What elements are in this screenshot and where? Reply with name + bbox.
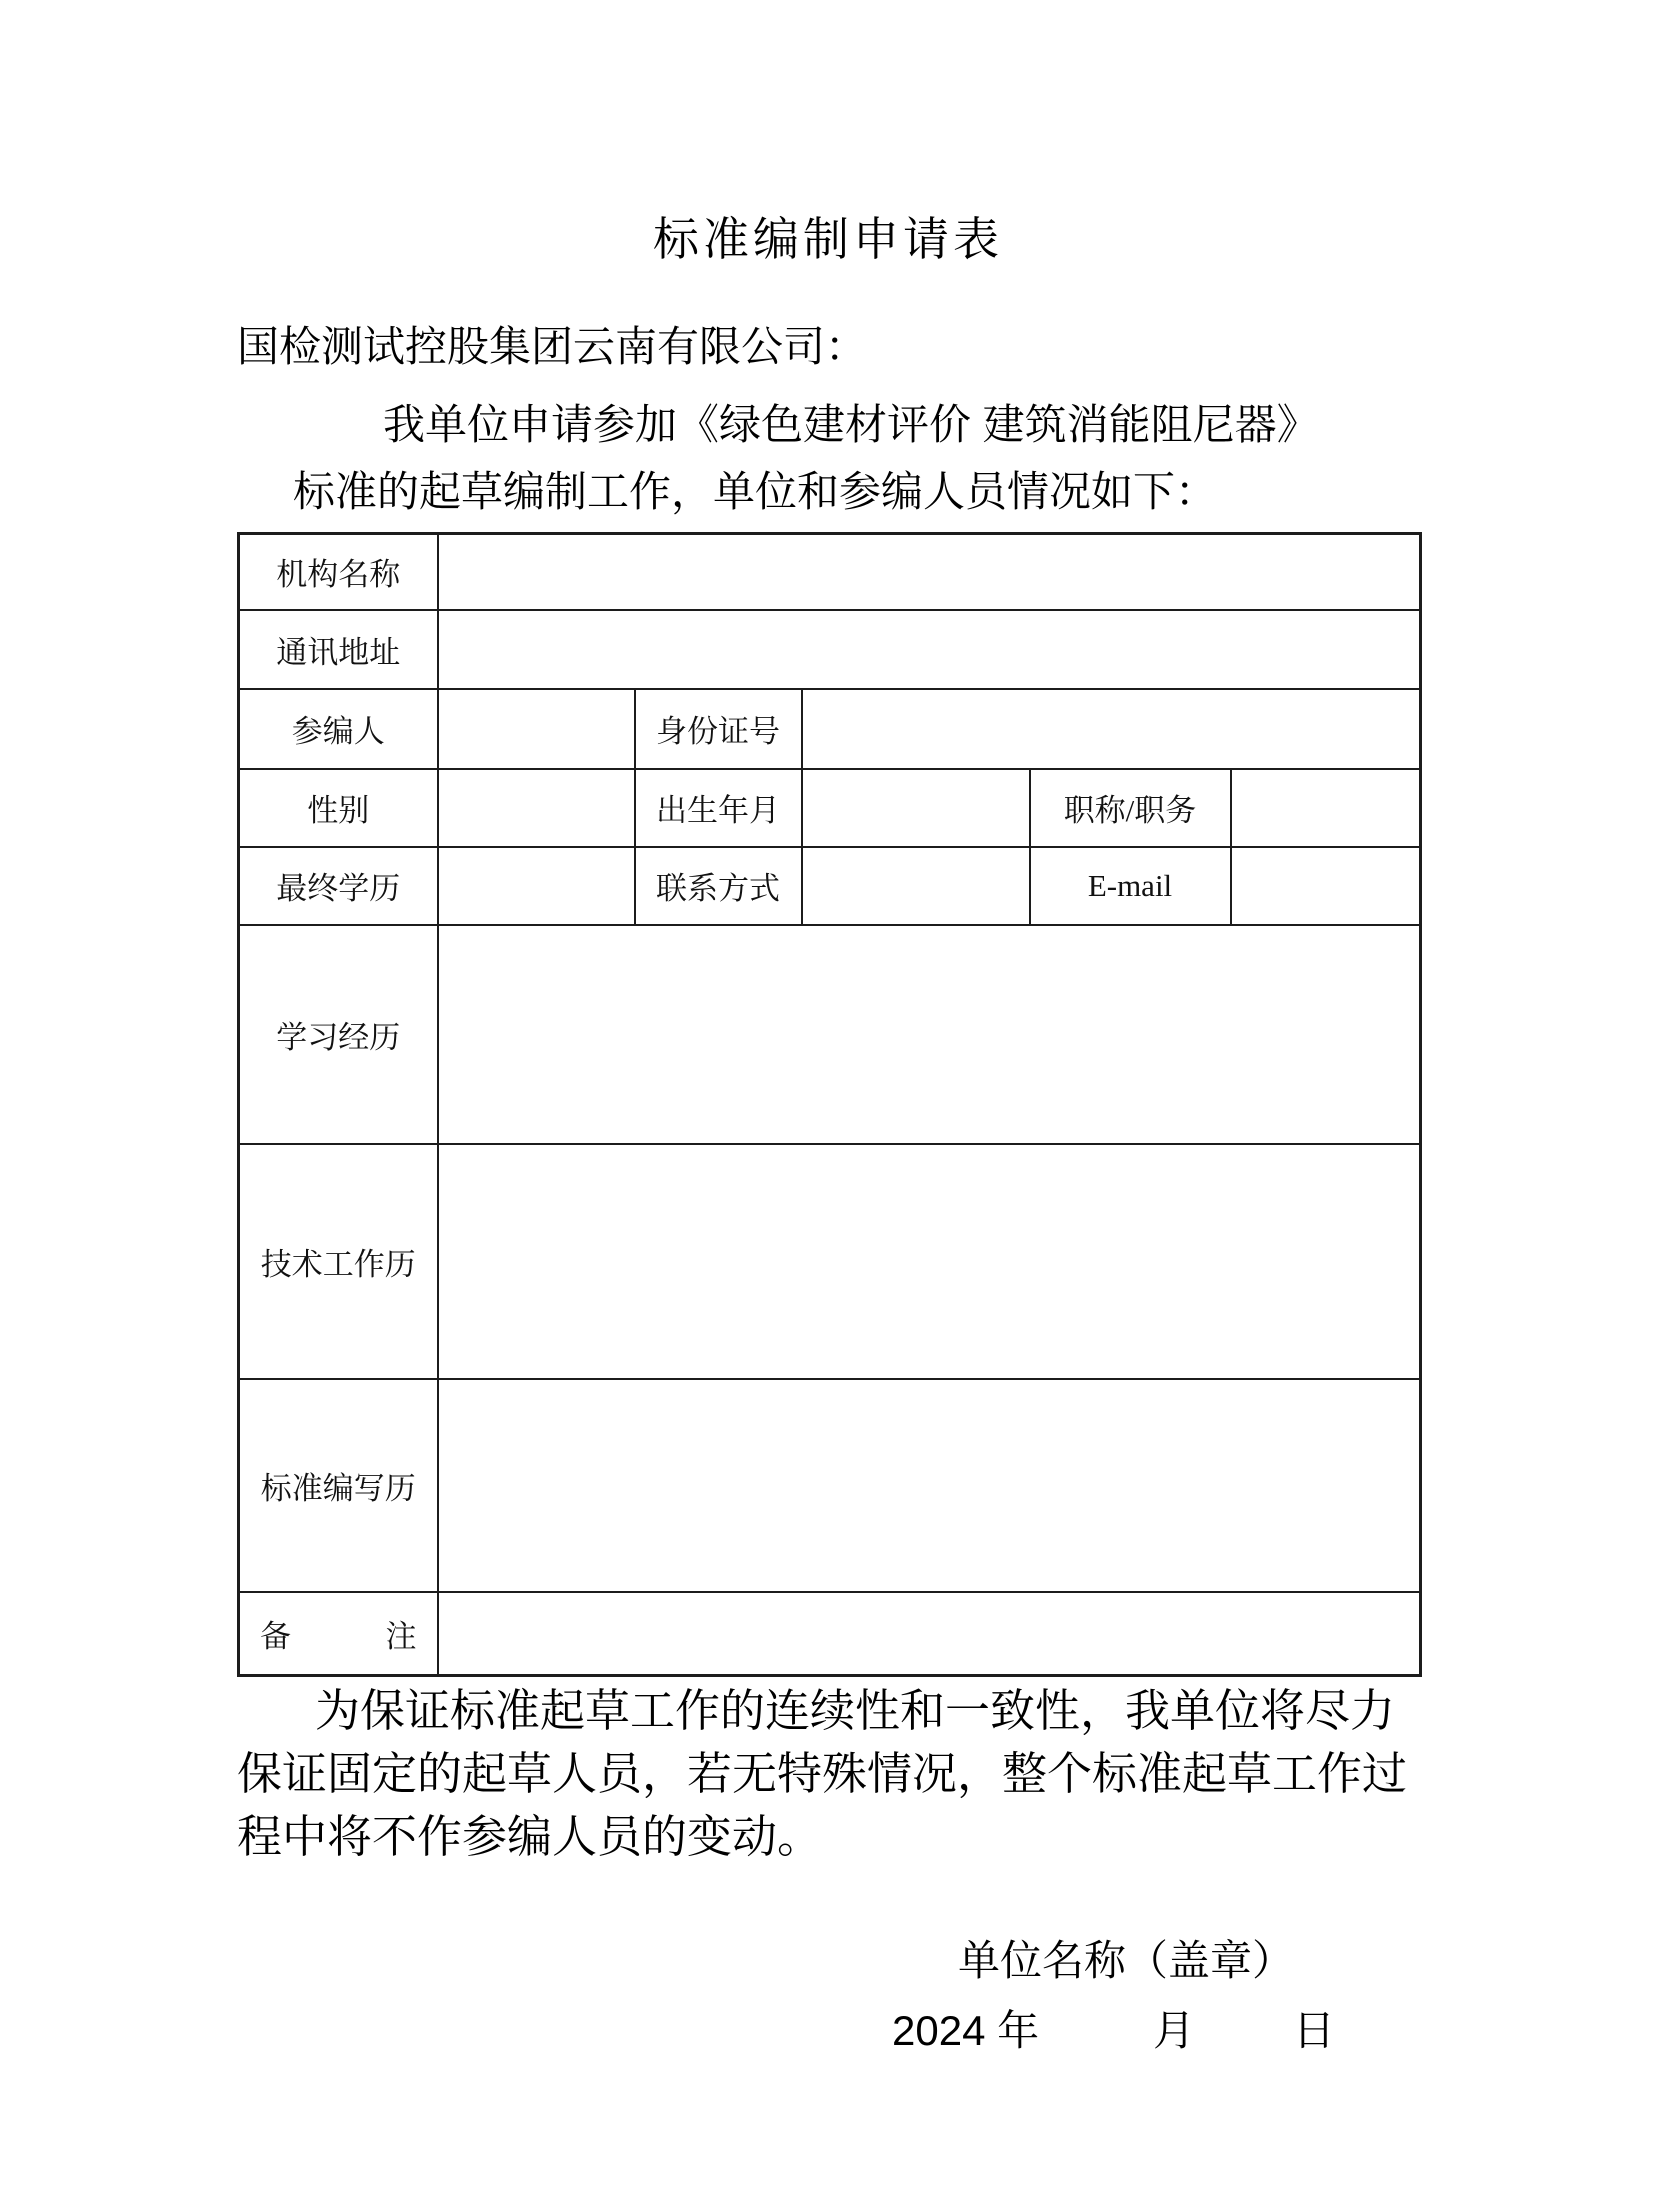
label-id-number: 身份证号 [635,689,802,769]
label-contact: 联系方式 [635,847,802,925]
cell-gender-value[interactable] [438,769,635,847]
closing-line-2: 保证固定的起草人员，若无特殊情况，整个标准起草工作过 [237,1748,1408,1799]
closing-line-3: 程中将不作参编人员的变动。 [237,1811,823,1862]
cell-education-value[interactable] [438,847,635,925]
cell-remark-value[interactable] [438,1592,1421,1676]
intro-line-salutation: 国检测试控股集团云南有限公司： [237,323,868,370]
cell-standard-writing-history-value[interactable] [438,1379,1421,1592]
label-standard-writing-history: 标准编写历 [239,1379,438,1592]
label-birth-date: 出生年月 [635,769,802,847]
label-email: E-mail [1030,847,1231,925]
table-row [239,534,1421,610]
label-study-history: 学习经历 [239,925,438,1144]
signature-org-label: 单位名称（盖章） [958,1937,1295,1984]
table-row [239,769,1421,847]
signature-date-month: 月 [1153,2007,1196,2054]
intro-line-application: 我单位申请参加《绿色建材评价 建筑消能阻尼器》 [383,401,1319,448]
page-title: 标准编制申请表 [653,213,1003,265]
table-row [239,925,1421,1144]
table-row [239,847,1421,925]
table-row [239,689,1421,769]
cell-tech-work-history-value[interactable] [438,1144,1421,1379]
cell-study-history-value[interactable] [438,925,1421,1144]
label-tech-work-history: 技术工作历 [239,1144,438,1379]
table-row [239,1592,1421,1676]
label-remark-char-1: 备 [260,1618,291,1654]
closing-line-1: 为保证标准起草工作的连续性和一致性，我单位将尽力 [315,1685,1396,1736]
cell-address-value[interactable] [438,610,1421,689]
label-remark [239,1592,438,1676]
table-row [239,1144,1421,1379]
cell-birth-date-value[interactable] [802,769,1030,847]
label-address: 通讯地址 [239,610,438,689]
label-education: 最终学历 [239,847,438,925]
application-table [237,532,1422,1677]
label-gender: 性别 [239,769,438,847]
table-row [239,1379,1421,1592]
label-job-title: 职称/职务 [1030,769,1231,847]
label-org-name: 机构名称 [239,534,438,610]
cell-email-value[interactable] [1231,847,1421,925]
cell-participant-value[interactable] [438,689,635,769]
signature-date-day: 日 [1293,2007,1336,2054]
cell-id-number-value[interactable] [802,689,1421,769]
cell-org-name-value[interactable] [438,534,1421,610]
table-row [239,610,1421,689]
label-remark-char-2: 注 [385,1618,417,1654]
signature-date-year: 2024 年 [892,2007,1040,2054]
label-participant: 参编人 [239,689,438,769]
cell-contact-value[interactable] [802,847,1030,925]
cell-job-title-value[interactable] [1231,769,1421,847]
intro-line-application-cont: 标准的起草编制工作，单位和参编人员情况如下： [293,468,1218,515]
